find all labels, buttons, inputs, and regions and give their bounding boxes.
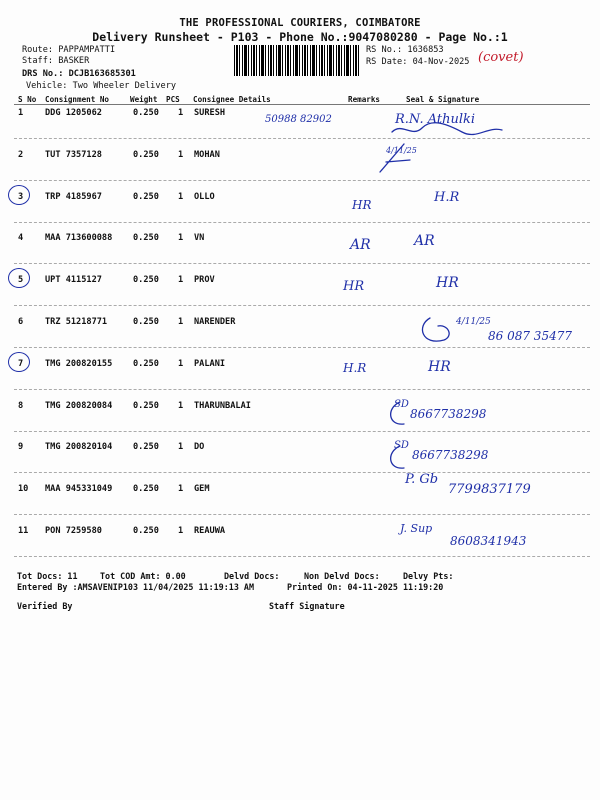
circle-mark [8, 268, 30, 288]
row-10-consignee: GEM [194, 484, 210, 495]
row-11-handwritten-note: J. Sup [400, 522, 433, 535]
row-3-handwritten-note: HR [352, 197, 372, 212]
row-divider [14, 263, 590, 264]
row-10-signature: 7799837179 [448, 482, 531, 498]
row-6-signature: 86 087 35477 [488, 329, 572, 343]
row-7-pcs: 1 [178, 358, 184, 369]
row-11-consignment: PON 7259580 [45, 526, 102, 536]
row-4-signature: AR [414, 233, 435, 250]
row-4-sno: 4 [18, 233, 24, 244]
row-7-consignment: TMG 200820155 [45, 358, 113, 369]
row-8-consignment: TMG 200820084 [45, 400, 113, 411]
row-7-weight: 0.250 [133, 358, 159, 369]
row-1-weight: 0.250 [133, 108, 159, 118]
delivered-docs: Delvd Docs: [224, 571, 280, 581]
row-8-weight: 0.250 [133, 400, 159, 411]
row-3-pcs: 1 [178, 191, 184, 202]
row-8-handwritten-note: SD [394, 398, 409, 410]
row-3-consignment: TRP 4185967 [45, 191, 102, 202]
row-6-pcs: 1 [178, 317, 184, 327]
row-9-handwritten-note: SD [394, 440, 409, 452]
rs-number: RS No.: 1636853 [366, 45, 444, 55]
barcode [234, 45, 360, 76]
row-11-pcs: 1 [178, 526, 184, 536]
row-divider [14, 305, 590, 306]
row-5-signature: HR [436, 275, 459, 292]
row-9-pcs: 1 [178, 442, 184, 453]
header-rule [14, 104, 590, 105]
handwritten-annotation: (covet) [478, 50, 524, 65]
printed-on: Printed On: 04-11-2025 11:19:20 [287, 582, 444, 592]
row-5-pcs: 1 [178, 275, 184, 286]
row-4-pcs: 1 [178, 233, 184, 244]
row-4-consignee: VN [194, 233, 205, 244]
row-5-handwritten-note: HR [343, 279, 365, 295]
row-2-sno: 2 [18, 149, 24, 160]
row-1-pcs: 1 [178, 108, 184, 118]
row-2-consignee: MOHAN [194, 149, 220, 160]
row-5-consignee: PROV [194, 275, 215, 286]
row-9-consignment: TMG 200820104 [45, 442, 113, 453]
row-divider [14, 514, 590, 515]
row-7-handwritten-note: H.R [343, 360, 367, 375]
total-docs: Tot Docs: 11 [17, 571, 78, 581]
row-6-sno: 6 [18, 317, 24, 327]
total-cod-amount: Tot COD Amt: 0.00 [100, 571, 186, 581]
row-2-pcs: 1 [178, 149, 184, 160]
staff-label: Staff: BASKER [22, 56, 90, 66]
row-divider [14, 222, 590, 223]
row-9-weight: 0.250 [133, 442, 159, 453]
col-remarks: Remarks [348, 95, 381, 104]
row-5-consignment: UPT 4115127 [45, 275, 102, 286]
row-10-weight: 0.250 [133, 484, 159, 495]
rs-date: RS Date: 04-Nov-2025 [366, 57, 470, 67]
col-weight: Weight [130, 95, 158, 104]
row-1-sno: 1 [18, 108, 24, 118]
row-5-sno: 5 [18, 275, 24, 286]
row-7-consignee: PALANI [194, 358, 226, 369]
verified-by: Verified By [17, 601, 73, 611]
signature-scribble [388, 446, 508, 486]
signature-scribble [420, 318, 540, 358]
row-9-consignee: DO [194, 442, 205, 453]
row-2-weight: 0.250 [133, 149, 159, 160]
entered-by: Entered By :AMSAVENIP103 11/04/2025 11:19:13 AM [17, 582, 254, 592]
row-9-signature: 8667738298 [412, 448, 489, 463]
row-1-handwritten-note: 50988 82902 [265, 114, 332, 125]
row-divider [14, 556, 590, 557]
delivery-points: Delvy Pts: [403, 571, 454, 581]
row-10-pcs: 1 [178, 484, 184, 495]
col-sno: S No [18, 95, 37, 104]
circle-mark [8, 185, 30, 205]
row-8-pcs: 1 [178, 400, 184, 411]
row-11-consignee: REAUWA [194, 526, 226, 536]
row-1-signature: R.N. Athulki [395, 112, 476, 127]
row-1-consignment: DDG 1205062 [45, 108, 102, 118]
row-7-signature: HR [428, 358, 451, 375]
row-10-sno: 10 [18, 484, 29, 495]
runsheet-subtitle: Delivery Runsheet - P103 - Phone No.:9047080280 - Page No.:1 [92, 30, 508, 44]
vehicle-label: Vehicle: Two Wheeler Delivery [26, 81, 177, 91]
signature-scribble [388, 402, 508, 442]
row-5-weight: 0.250 [133, 275, 159, 286]
col-consignee: Consignee Details [193, 95, 271, 104]
row-9-sno: 9 [18, 442, 24, 453]
col-seal-signature: Seal & Signature [406, 95, 480, 104]
row-10-handwritten-note: P. Gb [405, 472, 439, 488]
row-4-handwritten-note: AR [350, 237, 371, 254]
company-title: THE PROFESSIONAL COURIERS, COIMBATORE [179, 17, 421, 29]
row-3-signature: H.R [434, 189, 460, 205]
row-3-sno: 3 [18, 191, 24, 202]
row-divider [14, 389, 590, 390]
row-8-signature: 8667738298 [410, 406, 487, 421]
row-4-consignment: MAA 713600088 [45, 233, 113, 244]
signature-scribble [380, 142, 500, 182]
row-6-handwritten-note: 4/11/25 [456, 317, 491, 327]
row-6-consignee: NARENDER [194, 317, 236, 327]
col-pcs: PCS [166, 95, 180, 104]
non-delivered-docs: Non Delvd Docs: [304, 571, 380, 581]
row-7-sno: 7 [18, 358, 24, 369]
row-8-consignee: THARUNBALAI [194, 400, 251, 411]
circle-mark [8, 352, 30, 372]
col-consignment: Consignment No [45, 95, 110, 104]
row-4-weight: 0.250 [133, 233, 159, 244]
row-11-sno: 11 [18, 526, 29, 536]
route-label: Route: PAPPAMPATTI [22, 45, 116, 55]
drs-number: DRS No.: DCJB163685301 [22, 69, 136, 79]
row-10-consignment: MAA 945331049 [45, 484, 113, 495]
row-6-weight: 0.250 [133, 317, 159, 327]
row-3-weight: 0.250 [133, 191, 159, 202]
row-8-sno: 8 [18, 400, 24, 411]
row-2-handwritten-note: 4/11/25 [386, 145, 417, 155]
row-1-consignee: SURESH [194, 108, 226, 118]
row-11-signature: 8608341943 [450, 534, 527, 548]
staff-signature-label: Staff Signature [269, 601, 345, 611]
row-2-consignment: TUT 7357128 [45, 149, 102, 160]
row-11-weight: 0.250 [133, 526, 159, 536]
row-6-consignment: TRZ 51218771 [45, 317, 108, 327]
row-3-consignee: OLLO [194, 191, 215, 202]
row-divider [14, 180, 590, 181]
